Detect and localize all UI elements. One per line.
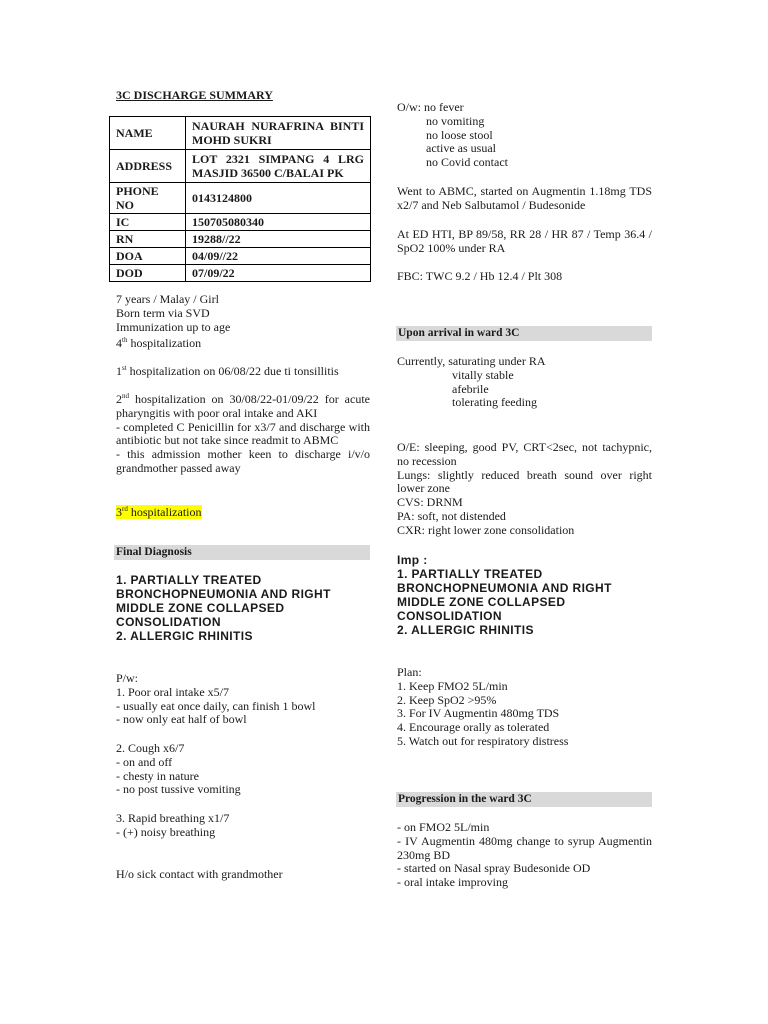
field-value: 04/09//22	[186, 248, 371, 265]
abmc-note: Went to ABMC, started on Augmentin 1.18mg TDS x2/7 and Neb Salbutamol / Budesonide	[397, 184, 652, 212]
demographics-line: 7 years / Malay / Girl	[116, 292, 219, 306]
complaint-line: - on and off	[116, 754, 173, 769]
ordinal-suffix: nd	[122, 392, 129, 400]
field-label: IC	[110, 214, 186, 231]
table-row	[110, 265, 371, 282]
hospitalization-text: hospitalization on 06/08/22 due ti tonsillitis	[126, 364, 339, 378]
diagnosis-item: 1. PARTIALLY TREATED BRONCHOPNEUMONIA AND RIGHT MIDDLE ZONE COLLAPSED CONSOLIDATION	[116, 573, 331, 629]
complaint-line: - chesty in nature	[116, 768, 199, 783]
complaint-line: 2. Cough x6/7	[116, 741, 185, 755]
field-value: 150705080340	[186, 214, 371, 231]
field-label: ADDRESS	[110, 150, 186, 183]
exam-line: CVS: DRNM	[397, 495, 463, 510]
complaint-line: - now only eat half of bowl	[116, 712, 247, 727]
progression-header: Progression in the ward 3C	[396, 792, 652, 807]
breathing-complaint	[116, 812, 370, 840]
field-label: NAME	[110, 117, 186, 150]
field-value: 0143124800	[186, 183, 371, 214]
ordinal: 4	[116, 336, 122, 351]
hospitalization-note: - this admission mother keen to discharge i/v/o grandmother passed away	[116, 447, 370, 475]
table-row	[110, 231, 371, 248]
third-hospitalization	[116, 503, 202, 520]
demographics	[116, 293, 370, 351]
plan	[397, 666, 652, 749]
demographics-line: Born term via SVD	[116, 305, 210, 320]
table-row	[110, 117, 371, 150]
field-value: LOT 2321 SIMPANG 4 LRG MASJID 36500 C/BALAI PK	[186, 150, 371, 183]
hospitalization-text: hospitalization on 30/08/22-01/09/22 for acute pharyngitis with poor oral intake and AKI	[116, 392, 370, 420]
progression-item: - oral intake improving	[397, 875, 508, 890]
diagnosis-item: 2. ALLERGIC RHINITIS	[116, 629, 253, 643]
complaint-line: 3. Rapid breathing x1/7	[116, 811, 230, 825]
plan-item: 3. For IV Augmentin 480mg TDS	[397, 706, 560, 721]
highlighted-text	[116, 505, 202, 519]
field-value: 07/09/22	[186, 265, 371, 282]
ordinal-suffix: st	[122, 364, 127, 372]
ow-item: no loose stool	[426, 127, 493, 142]
impression	[397, 553, 652, 637]
current-status	[397, 355, 652, 410]
field-value: 19288//22	[186, 231, 371, 248]
pw-label: P/w:	[116, 671, 139, 685]
ow-item: no fever	[424, 100, 464, 114]
cough-complaint	[116, 742, 370, 797]
table-row	[110, 183, 371, 214]
arrival-header: Upon arrival in ward 3C	[396, 326, 652, 341]
ow-item: no vomiting	[426, 113, 485, 128]
ordinal: 1	[116, 364, 122, 378]
impression-item: 2. ALLERGIC RHINITIS	[397, 623, 534, 637]
demographics-line	[116, 334, 370, 351]
ow-item: no Covid contact	[426, 155, 508, 170]
table-row	[110, 214, 371, 231]
field-label: PHONE NO	[110, 183, 186, 214]
progression-item: - on FMO2 5L/min	[397, 820, 490, 834]
current-status-item: tolerating feeding	[452, 395, 537, 410]
ow-line	[397, 101, 652, 115]
complaint-line: - no post tussive vomiting	[116, 782, 241, 797]
table-row	[110, 150, 371, 183]
plan-item: 5. Watch out for respiratory distress	[397, 733, 569, 748]
progression-item: - IV Augmentin 480mg change to syrup Augmentin 230mg BD	[397, 833, 652, 862]
complaint-line: - usually eat once daily, can finish 1 bowl	[116, 698, 316, 713]
plan-item: 1. Keep FMO2 5L/min	[397, 678, 508, 693]
document-title: 3C DISCHARGE SUMMARY	[116, 88, 273, 102]
final-diagnosis	[116, 573, 370, 643]
impression-item: 1. PARTIALLY TREATED BRONCHOPNEUMONIA AND RIGHT MIDDLE ZONE COLLAPSED CONSOLIDATION	[397, 567, 612, 623]
presenting-complaints	[116, 672, 370, 727]
exam-line: O/E: sleeping, good PV, CRT<2sec, not tachypnic, no recession	[397, 440, 652, 468]
field-label: DOA	[110, 248, 186, 265]
progression-item: - started on Nasal spray Budesonide OD	[397, 861, 591, 876]
otherwise-section	[397, 101, 652, 170]
plan-item: 2. Keep SpO2 >95%	[397, 692, 497, 707]
hospitalization-line	[116, 390, 370, 421]
demographics-line: Immunization up to age	[116, 319, 231, 334]
ordinal-suffix: rd	[122, 505, 128, 513]
final-diagnosis-header: Final Diagnosis	[114, 545, 370, 560]
current-status-item: vitally stable	[452, 367, 514, 382]
examination	[397, 441, 652, 538]
patient-info-table	[109, 116, 371, 282]
complaint-line: 1. Poor oral intake x5/7	[116, 684, 229, 699]
exam-line: CXR: right lower zone consolidation	[397, 522, 575, 537]
ed-note: At ED HTI, BP 89/58, RR 28 / HR 87 / Temp 36.4 / SpO2 100% under RA	[397, 227, 652, 255]
impression-label: Imp :	[397, 553, 428, 567]
plan-item: 4. Encourage orally as tolerated	[397, 720, 550, 735]
hospitalization-note: - completed C Penicillin for x3/7 and discharge with antibiotic but not take since readmit to ABMC	[116, 419, 370, 448]
complaint-line: - (+) noisy breathing	[116, 824, 216, 839]
fbc-note: FBC: TWC 9.2 / Hb 12.4 / Plt 308	[397, 269, 563, 283]
demographics-text: hospitalization	[130, 336, 202, 351]
ordinal: 3	[116, 505, 122, 519]
exam-line: PA: soft, not distended	[397, 508, 506, 523]
hospitalization-text: hospitalization	[127, 505, 202, 519]
ow-label: O/w:	[397, 100, 421, 114]
field-label: DOD	[110, 265, 186, 282]
sick-contact: H/o sick contact with grandmother	[116, 867, 283, 881]
progression	[397, 821, 652, 890]
second-hospitalization	[116, 390, 370, 476]
ow-item: active as usual	[426, 141, 496, 156]
ordinal-suffix: th	[122, 336, 128, 345]
current-status-line: Currently, saturating under RA	[397, 354, 546, 368]
current-status-item: afebrile	[452, 381, 489, 396]
table-row	[110, 248, 371, 265]
field-value: NAURAH NURAFRINA BINTI MOHD SUKRI	[186, 117, 371, 150]
field-label: RN	[110, 231, 186, 248]
plan-label: Plan:	[397, 665, 422, 679]
ordinal: 2	[116, 392, 122, 406]
first-hospitalization	[116, 362, 370, 379]
exam-line: Lungs: slightly reduced breath sound over right lower zone	[397, 467, 652, 496]
